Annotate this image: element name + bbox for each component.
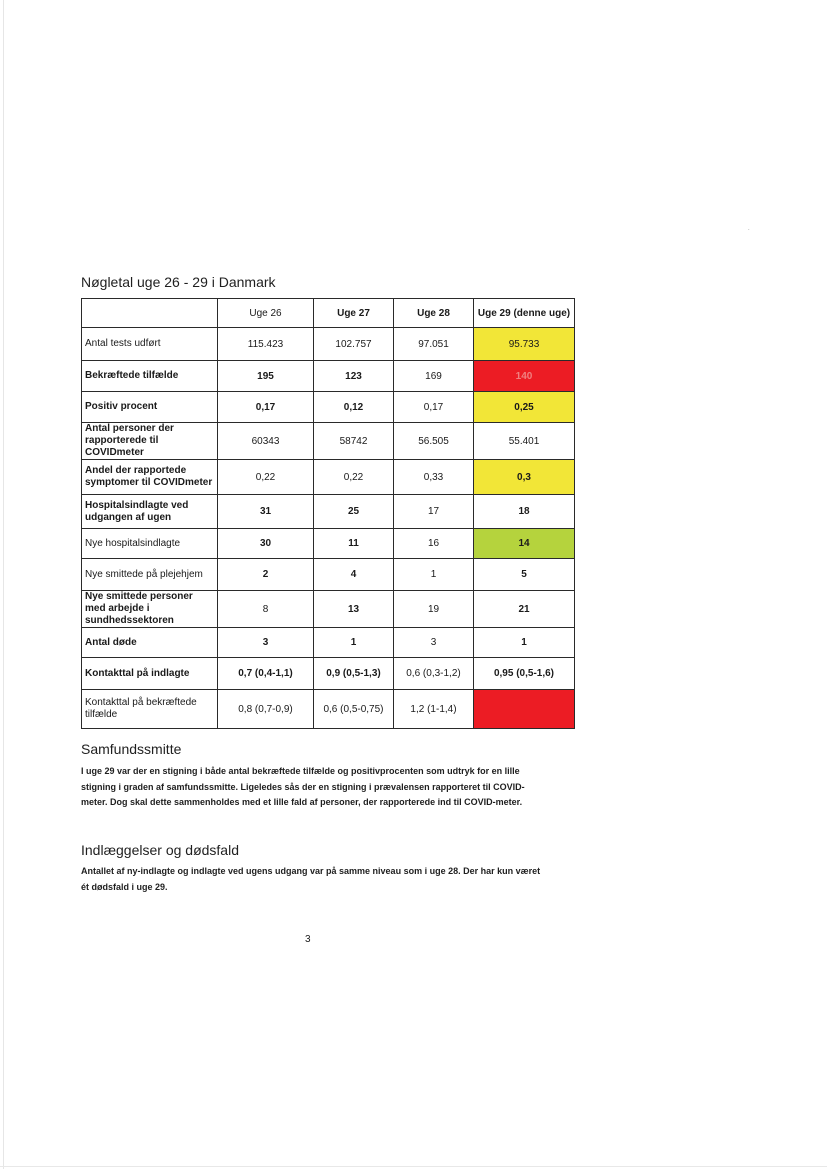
table-cell: 21	[474, 591, 575, 628]
table-cell: 13	[314, 591, 394, 628]
table-cell: 19	[394, 591, 474, 628]
header-cell: Uge 26	[218, 299, 314, 328]
table-cell: 0,6 (0,5-0,75)	[314, 690, 394, 729]
table-cell: 140	[474, 361, 575, 392]
table-row	[82, 460, 575, 495]
page-edge	[3, 0, 4, 1169]
table-cell: 4	[314, 559, 394, 591]
table-row	[82, 658, 575, 690]
page-title: Nøgletal uge 26 - 29 i Danmark	[81, 274, 276, 290]
table-cell: 3	[394, 628, 474, 658]
key-figures-table	[81, 298, 575, 729]
table-cell: 0,6 (0,3-1,2)	[394, 658, 474, 690]
table-cell: 0,17	[394, 392, 474, 423]
row-label: Kontakttal på indlagte	[82, 658, 218, 690]
table-row	[82, 690, 575, 729]
table-cell: 1	[394, 559, 474, 591]
table-row	[82, 328, 575, 361]
table-cell: 0,25	[474, 392, 575, 423]
table-cell: 195	[218, 361, 314, 392]
table-row	[82, 423, 575, 460]
table-row	[82, 628, 575, 658]
table-cell: 169	[394, 361, 474, 392]
page-edge-bottom	[0, 1166, 827, 1167]
table-cell: 1	[474, 628, 575, 658]
table-cell: 17	[394, 495, 474, 529]
table-row	[82, 392, 575, 423]
table-cell: 0,12	[314, 392, 394, 423]
table-cell: 97.051	[394, 328, 474, 361]
header-cell: Uge 29 (denne uge)	[474, 299, 575, 328]
table-cell: 0,33	[394, 460, 474, 495]
section-text-samfundssmitte: I uge 29 var der en stigning i både antal bekræftede tilfælde og positivprocenten som udtryk for en lille stigning i graden af samfundssmitte. Ligeledes sås der en stigning i prævalensen rapporteret til COVID-meter. Dog skal dette sammenholdes med et lille fald af personer, der rapporterede ind til COVID-meter.	[81, 766, 525, 807]
table-cell: 0,9 (0,5-1,3)	[314, 658, 394, 690]
page-number: 3	[305, 934, 311, 945]
scan-speck: .	[748, 226, 750, 232]
table-cell: 0,3	[474, 460, 575, 495]
table-cell: 0,17	[218, 392, 314, 423]
table-cell	[474, 690, 575, 729]
table-row	[82, 361, 575, 392]
table-cell: 0,7 (0,4-1,1)	[218, 658, 314, 690]
table-cell: 95.733	[474, 328, 575, 361]
section-text-indlaeggelser: Antallet af ny-indlagte og indlagte ved ugens udgang var på samme niveau som i uge 28. Der har kun været ét dødsfald i uge 29.	[81, 866, 541, 892]
table-cell: 0,8 (0,7-0,9)	[218, 690, 314, 729]
table-cell: 56.505	[394, 423, 474, 460]
row-label: Antal personer der rapporterede til COVIDmeter	[82, 423, 218, 460]
table-cell: 11	[314, 529, 394, 559]
table-cell: 102.757	[314, 328, 394, 361]
header-cell: Uge 28	[394, 299, 474, 328]
row-label: Kontakttal på bekræftede tilfælde	[82, 690, 218, 729]
row-label: Antal tests udført	[82, 328, 218, 361]
row-label: Positiv procent	[82, 392, 218, 423]
table-cell: 123	[314, 361, 394, 392]
table-cell: 58742	[314, 423, 394, 460]
table-row	[82, 529, 575, 559]
table-cell: 1	[314, 628, 394, 658]
table-cell: 31	[218, 495, 314, 529]
table-cell: 115.423	[218, 328, 314, 361]
table-cell: 18	[474, 495, 575, 529]
row-label: Nye hospitalsindlagte	[82, 529, 218, 559]
table-cell: 14	[474, 529, 575, 559]
table-cell: 1,2 (1-1,4)	[394, 690, 474, 729]
table-row	[82, 591, 575, 628]
table-cell: 5	[474, 559, 575, 591]
table-cell: 3	[218, 628, 314, 658]
table-cell: 2	[218, 559, 314, 591]
table-row	[82, 559, 575, 591]
row-label: Nye smittede på plejehjem	[82, 559, 218, 591]
table-cell: 0,95 (0,5-1,6)	[474, 658, 575, 690]
row-label: Nye smittede personer med arbejde i sundhedssektoren	[82, 591, 218, 628]
row-label: Andel der rapportede symptomer til COVIDmeter	[82, 460, 218, 495]
table-cell: 30	[218, 529, 314, 559]
row-label: Bekræftede tilfælde	[82, 361, 218, 392]
table-header-row	[82, 299, 575, 328]
table-cell: 8	[218, 591, 314, 628]
section-title-indlaeggelser: Indlæggelser og dødsfald	[81, 842, 239, 858]
table-cell: 0,22	[218, 460, 314, 495]
header-cell-empty	[82, 299, 218, 328]
header-cell: Uge 27	[314, 299, 394, 328]
table-row	[82, 495, 575, 529]
table-cell: 0,22	[314, 460, 394, 495]
section-title-samfundssmitte: Samfundssmitte	[81, 741, 182, 757]
table-cell: 25	[314, 495, 394, 529]
table-cell: 55.401	[474, 423, 575, 460]
row-label: Antal døde	[82, 628, 218, 658]
table-cell: 16	[394, 529, 474, 559]
row-label: Hospitalsindlagte ved udgangen af ugen	[82, 495, 218, 529]
table-cell: 60343	[218, 423, 314, 460]
